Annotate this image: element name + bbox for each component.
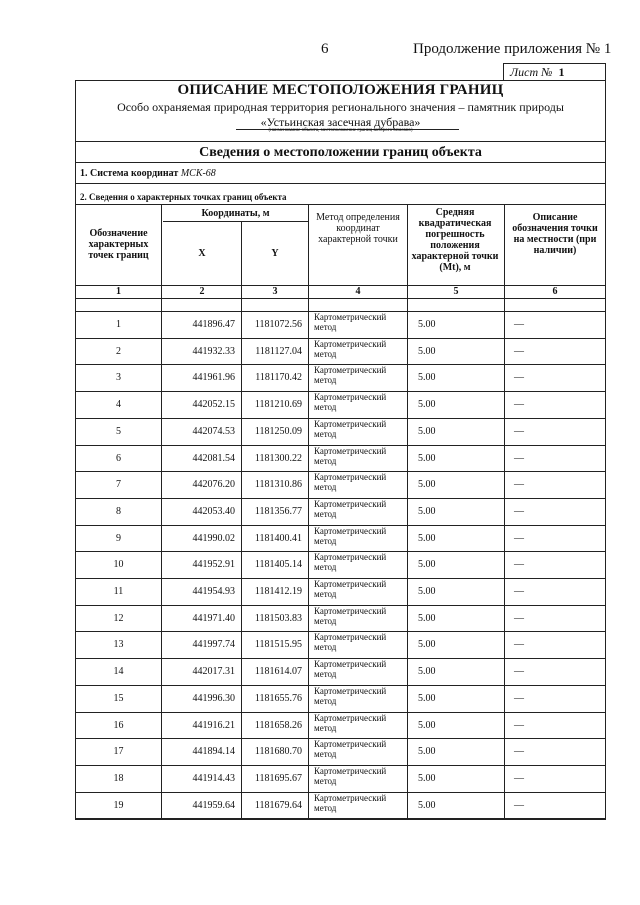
error-cell: 5.00 bbox=[418, 639, 436, 651]
sheet-number: 1 bbox=[558, 65, 565, 79]
coord-y: 1181127.04 bbox=[255, 345, 302, 357]
error-cell: 5.00 bbox=[418, 692, 436, 704]
header-subdivider bbox=[163, 221, 308, 222]
error-cell: 5.00 bbox=[418, 399, 436, 411]
point-number: 7 bbox=[116, 479, 121, 491]
point-number: 4 bbox=[116, 399, 121, 411]
description-cell: — bbox=[514, 452, 524, 464]
point-number: 5 bbox=[116, 425, 121, 437]
coord-system-value: МСК-68 bbox=[180, 168, 216, 179]
coord-y: 1181515.95 bbox=[254, 639, 302, 651]
error-cell: 5.00 bbox=[418, 319, 436, 330]
point-number: 19 bbox=[113, 799, 124, 811]
method-cell: Картометрический метод bbox=[314, 632, 387, 653]
header-error: Средняя квадратическая погрешность положения характерной точки (Mt), м bbox=[411, 207, 499, 273]
coord-system bbox=[80, 168, 216, 179]
page-number: 6 bbox=[321, 41, 329, 57]
coord-x: 441961.96 bbox=[192, 372, 235, 384]
header-y: Y bbox=[271, 248, 279, 259]
point-number: 6 bbox=[116, 452, 121, 464]
point-number: 16 bbox=[113, 719, 124, 731]
coord-x: 441894.14 bbox=[192, 746, 235, 758]
description-cell: — bbox=[514, 345, 524, 357]
coord-y: 1181405.14 bbox=[254, 559, 302, 571]
method-cell: Картометрический метод bbox=[314, 445, 387, 466]
coord-y: 1181210.69 bbox=[254, 399, 302, 411]
coord-x: 441896.47 bbox=[192, 319, 235, 330]
divider bbox=[75, 204, 606, 205]
coord-x: 442074.53 bbox=[192, 425, 235, 437]
column-number: 4 bbox=[355, 286, 361, 297]
point-number: 17 bbox=[113, 746, 124, 758]
error-cell: 5.00 bbox=[418, 719, 436, 731]
coord-y: 1181170.42 bbox=[255, 372, 302, 384]
point-number: 13 bbox=[113, 639, 124, 651]
subtitle-line2: «Устьинская засечная дубрава» bbox=[260, 115, 421, 129]
method-cell: Картометрический метод bbox=[314, 792, 387, 813]
coord-x: 441914.43 bbox=[192, 772, 235, 784]
method-cell: Картометрический метод bbox=[314, 712, 387, 733]
description-cell: — bbox=[514, 319, 524, 330]
point-number: 14 bbox=[113, 666, 124, 678]
error-cell: 5.00 bbox=[418, 532, 436, 544]
coord-x: 441932.33 bbox=[192, 345, 235, 357]
header-x: X bbox=[198, 248, 206, 259]
row-divider bbox=[75, 818, 606, 819]
coord-x: 442053.40 bbox=[192, 505, 235, 517]
header-method: Метод определения координат характерной точки bbox=[316, 212, 400, 245]
error-cell: 5.00 bbox=[418, 612, 436, 624]
error-cell: 5.00 bbox=[418, 772, 436, 784]
coord-x: 441990.02 bbox=[192, 532, 235, 544]
error-cell: 5.00 bbox=[418, 746, 436, 758]
error-cell: 5.00 bbox=[418, 559, 436, 571]
coord-y: 1181614.07 bbox=[254, 666, 302, 678]
error-cell: 5.00 bbox=[418, 345, 436, 357]
error-cell: 5.00 bbox=[418, 666, 436, 678]
coord-y: 1181356.77 bbox=[254, 505, 302, 517]
description-cell: — bbox=[514, 372, 524, 384]
col-line bbox=[407, 204, 408, 820]
sheet-label: Лист № bbox=[510, 65, 553, 79]
method-cell: Картометрический метод bbox=[314, 338, 387, 359]
coord-y: 1181412.19 bbox=[254, 586, 302, 597]
coord-y: 1181072.56 bbox=[254, 319, 302, 330]
subtitle-line1: Особо охраняемая природная территория регионального значения – памятник природы bbox=[117, 100, 564, 114]
method-cell: Картометрический метод bbox=[314, 739, 387, 760]
description-cell: — bbox=[514, 799, 524, 811]
method-cell: Картометрический метод bbox=[314, 525, 387, 546]
coord-y: 1181300.22 bbox=[254, 452, 302, 464]
point-number: 15 bbox=[113, 692, 124, 704]
coord-y: 1181680.70 bbox=[254, 746, 302, 758]
coord-y: 1181658.26 bbox=[254, 719, 302, 731]
coord-x: 441959.64 bbox=[192, 799, 235, 811]
coord-x: 441916.21 bbox=[192, 719, 235, 731]
description-cell: — bbox=[514, 639, 524, 651]
method-cell: Картометрический метод bbox=[314, 552, 387, 573]
section-title: Сведения о местоположении границ объекта bbox=[199, 145, 482, 160]
coord-y: 1181250.09 bbox=[254, 425, 302, 437]
coord-x: 441952.91 bbox=[192, 559, 235, 571]
description-cell: — bbox=[514, 559, 524, 571]
method-cell: Картометрический метод bbox=[314, 472, 387, 493]
header-designation: Обозначение характерных точек границ bbox=[88, 228, 149, 261]
error-cell: 5.00 bbox=[418, 452, 436, 464]
error-cell: 5.00 bbox=[418, 799, 436, 811]
points-heading: 2. Сведения о характерных точках границ объекта bbox=[80, 192, 287, 202]
coord-x: 442017.31 bbox=[192, 666, 235, 678]
coord-system-label: 1. Система координат bbox=[80, 168, 179, 179]
point-number: 1 bbox=[116, 319, 121, 330]
point-number: 10 bbox=[113, 559, 124, 571]
coord-x: 441954.93 bbox=[192, 586, 235, 597]
column-number: 3 bbox=[272, 286, 278, 297]
point-number: 8 bbox=[116, 505, 121, 517]
error-cell: 5.00 bbox=[418, 372, 436, 384]
description-cell: — bbox=[514, 772, 524, 784]
sheet-box bbox=[503, 63, 606, 80]
col-line bbox=[504, 204, 505, 820]
description-cell: — bbox=[514, 586, 524, 597]
method-cell: Картометрический метод bbox=[314, 498, 387, 519]
method-cell: Картометрический метод bbox=[314, 365, 387, 386]
coord-x: 442081.54 bbox=[192, 452, 235, 464]
continuation-label: Продолжение приложения № 1 bbox=[413, 41, 612, 57]
description-cell: — bbox=[514, 692, 524, 704]
method-cell: Картометрический метод bbox=[314, 418, 387, 439]
method-cell: Картометрический метод bbox=[314, 685, 387, 706]
description-cell: — bbox=[514, 666, 524, 678]
point-number: 18 bbox=[113, 772, 124, 784]
divider bbox=[75, 183, 606, 184]
document-title: ОПИСАНИЕ МЕСТОПОЛОЖЕНИЯ ГРАНИЦ bbox=[177, 82, 504, 98]
divider bbox=[75, 141, 606, 142]
point-number: 3 bbox=[116, 372, 121, 384]
column-number: 1 bbox=[116, 286, 121, 297]
coord-y: 1181400.41 bbox=[254, 532, 302, 544]
description-cell: — bbox=[514, 399, 524, 411]
col-line bbox=[161, 204, 162, 820]
coord-y: 1181310.86 bbox=[254, 479, 302, 491]
description-cell: — bbox=[514, 532, 524, 544]
column-number: 2 bbox=[199, 286, 205, 297]
error-cell: 5.00 bbox=[418, 425, 436, 437]
point-number: 11 bbox=[113, 586, 124, 597]
description-cell: — bbox=[514, 612, 524, 624]
coord-y: 1181695.67 bbox=[254, 772, 302, 784]
coord-x: 442076.20 bbox=[192, 479, 235, 491]
method-cell: Картометрический метод bbox=[314, 765, 387, 786]
header-description: Описание обозначения точки на местности (при наличии) bbox=[512, 212, 598, 256]
method-cell: Картометрический метод bbox=[314, 312, 387, 332]
error-cell: 5.00 bbox=[418, 586, 436, 597]
coord-y: 1181503.83 bbox=[254, 612, 302, 624]
coord-x: 441997.74 bbox=[192, 639, 235, 651]
method-cell: Картометрический метод bbox=[314, 605, 387, 626]
header-coords: Координаты, м bbox=[201, 208, 270, 219]
coord-x: 441996.30 bbox=[192, 692, 235, 704]
coord-y: 1181655.76 bbox=[254, 692, 302, 704]
column-number: 6 bbox=[552, 286, 558, 297]
description-cell: — bbox=[514, 425, 524, 437]
colnum-bottom-line bbox=[75, 298, 606, 299]
error-cell: 5.00 bbox=[418, 505, 436, 517]
divider bbox=[75, 162, 606, 163]
point-number: 9 bbox=[116, 532, 121, 544]
col-line bbox=[308, 204, 309, 820]
column-number: 5 bbox=[453, 286, 459, 297]
description-cell: — bbox=[514, 505, 524, 517]
point-number: 12 bbox=[113, 612, 124, 624]
description-cell: — bbox=[514, 479, 524, 491]
description-cell: — bbox=[514, 719, 524, 731]
coord-y: 1181679.64 bbox=[254, 799, 302, 811]
method-cell: Картометрический метод bbox=[314, 579, 387, 599]
coord-x: 442052.15 bbox=[192, 399, 235, 411]
description-cell: — bbox=[514, 746, 524, 758]
method-cell: Картометрический метод bbox=[314, 392, 387, 413]
point-number: 2 bbox=[116, 345, 121, 357]
method-cell: Картометрический метод bbox=[314, 659, 387, 680]
error-cell: 5.00 bbox=[418, 479, 436, 491]
coord-x: 441971.40 bbox=[192, 612, 235, 624]
subtitle-note: (наименование объекта, местоположение границ которого описано) bbox=[268, 128, 413, 133]
